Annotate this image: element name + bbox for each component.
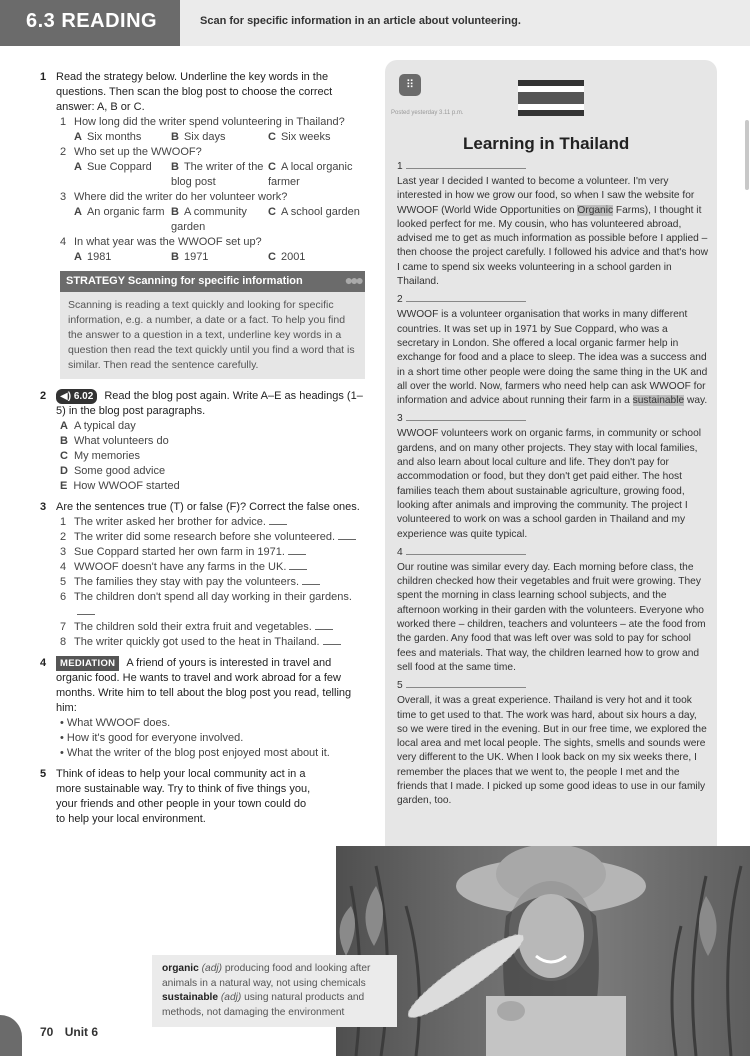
true-false-item: 7 The children sold their extra fruit and vegetables. (60, 620, 365, 635)
blog-paragraph-3: WWOOF volunteers work on organic farms, in community or school gardens, and on many other projects. They stay with local families, and also learn about local culture and life. They don't pay for accommodation or food, but they don't get paid either. The host families teach them about sustainable agriculture, growing food, looking after animals and improving the community. The project I volunteered to work on was a school garden in Thailand and my experience was quite typical. (397, 428, 702, 540)
exercise-number: 4 (40, 657, 47, 669)
true-false-item: 3 Sue Coppard started her own farm in 1971. (60, 545, 365, 560)
audio-track-number: 6.02 (73, 391, 94, 402)
footer-tab (0, 1015, 22, 1056)
answer-option[interactable]: A An organic farm (74, 206, 165, 218)
strategy-title: STRATEGY Scanning for specific information (66, 275, 303, 287)
exercise-instruction: Read the strategy below. Underline the key words in the questions. Then scan the blog post to choose the correct answer: A, B or C. (56, 71, 333, 113)
exercise-number: 3 (40, 501, 47, 513)
highlight-organic: Organic (577, 204, 614, 216)
exercise-number: 1 (40, 71, 47, 83)
heading-option: B What volunteers do (60, 435, 169, 447)
unit-label: Unit 6 (64, 1025, 99, 1039)
exercise-5 (40, 767, 315, 827)
page-footer (40, 1025, 106, 1039)
heading-option: A A typical day (60, 420, 136, 432)
mediation-badge: MEDIATION (56, 656, 119, 671)
page-number: 70 (40, 1025, 54, 1039)
heading-blank-2[interactable]: 2 (397, 293, 709, 307)
bullet-icon: • (60, 747, 67, 759)
answer-options (74, 250, 365, 265)
scrollbar[interactable] (745, 120, 749, 190)
posted-timestamp: Posted yesterday 3.11 p.m. (391, 110, 464, 116)
strategy-text: Scanning is reading a text quickly and looking for specific information, e.g. a number, a date or a fact. To help you find the answer to a question in a text, underline key words in a question then read the text quickly until you find a word that is similar. Then read the sentence carefully. (60, 292, 365, 379)
answer-blank[interactable] (289, 569, 307, 570)
heading-blank-1[interactable]: 1 (397, 160, 709, 174)
page-header (0, 0, 750, 46)
answer-option[interactable]: B Six days (171, 131, 226, 143)
answer-options (74, 205, 365, 235)
highlight-sustainable: sustainable (632, 395, 685, 407)
true-false-item: 8 The writer quickly got used to the heat in Thailand. (60, 635, 365, 650)
answer-option[interactable]: A 1981 (74, 251, 112, 263)
bullet-item: • How it's good for everyone involved. (60, 732, 244, 744)
strategy-heading (60, 271, 365, 292)
answer-options (74, 130, 365, 145)
answer-option[interactable]: B The writer of the blog post (171, 161, 264, 188)
answer-blank[interactable] (315, 629, 333, 630)
exercise-1 (40, 70, 365, 265)
exercise-instruction: Read the blog post again. Write A–E as headings (1–5) in the blog post paragraphs. (56, 390, 363, 417)
answer-blank[interactable] (77, 614, 95, 615)
exercise-instruction: Think of ideas to help your local community act in a more sustainable way. Try to think of five things you, your friends and other people in your town could do to help your local environment. (56, 768, 311, 825)
blog-paragraph-2: WWOOF is a volunteer organisation that works in many different countries. It was set up in 1971 by Sue Coppard, who was a secretary in London. She offered a local organic farmer help in exchange for food and a place to sleep. The idea was a success and in a short time other people were doing the same thing in the UK and all over the world. Now, farmers who need help can ask WWOOF for information and advice about running their farm in a sustainable way. (397, 309, 708, 407)
answer-option[interactable]: C A school garden (268, 206, 360, 218)
answer-blank[interactable] (302, 584, 320, 585)
answer-option[interactable]: B 1971 (171, 251, 209, 263)
answer-blank[interactable] (269, 524, 287, 525)
blog-paragraph-5: Overall, it was a great experience. Thailand is very hot and it took time to get used to that. The work was hard, about six hours a day, so we were tired in the evening. But in our free time, we explored the local area and met local people. The sights, smells and sounds were very different to the UK. When I look back on my six weeks there, I remember the places that we went to, the people I met and the friends that I made. I picked up some good ideas to use in our family garden, too. (397, 695, 707, 807)
question-item: 2 Who set up the WWOOF? (60, 146, 202, 158)
answer-option[interactable]: C 2001 (268, 251, 306, 263)
answer-options (74, 160, 365, 190)
bullet-icon: • (60, 717, 67, 729)
answer-option[interactable]: C A local organic farmer (268, 161, 353, 188)
grid-menu-icon[interactable]: ⠿ (399, 74, 421, 96)
bullet-icon: • (60, 732, 67, 744)
audio-track-button[interactable]: ◀) 6.02 (56, 389, 97, 404)
heading-option: C My memories (60, 450, 140, 462)
answer-option[interactable]: C Six weeks (268, 131, 331, 143)
section-title: 6.3 READING (26, 10, 158, 32)
woman-with-corn-photo (336, 846, 750, 1056)
exercise-number: 5 (40, 768, 47, 780)
bullet-item: • What the writer of the blog post enjoyed most about it. (60, 747, 330, 759)
glossary-box (152, 955, 397, 1027)
exercise-3 (40, 500, 365, 650)
question-item: 3 Where did the writer do her volunteer work? (60, 191, 288, 203)
blog-body (397, 160, 709, 813)
heading-blank-3[interactable]: 3 (397, 412, 709, 426)
true-false-item: 6 The children don't spend all day working in their gardens. (60, 590, 365, 620)
section-subtitle: Scan for specific information in an article about volunteering. (200, 15, 521, 27)
glossary-entry-sustainable: sustainable (adj) using natural products and methods, not damaging the environment (162, 992, 365, 1018)
true-false-item: 2 The writer did some research before she volunteered. (60, 530, 365, 545)
blog-paragraph-4: Our routine was similar every day. Each morning before class, the children checked how their vegetables and fruit were growing. They spent the morning in class learning school subjects, and the afternoon working in their garden with the volunteers. Everyone who worked there – children, teachers and volunteers – ate the food from the garden. Any food that was left over was sold to pay for school fees and materials. That way, the children learned how to grow and sell food at the same time. (397, 561, 706, 673)
decorative-dots-icon: ●●● (344, 272, 361, 288)
photo-illustration (336, 846, 750, 1056)
section-tab (0, 0, 180, 46)
exercise-number: 2 (40, 390, 47, 402)
exercise-2 (40, 389, 365, 494)
answer-blank[interactable] (288, 554, 306, 555)
blog-post-card (385, 60, 717, 850)
answer-blank[interactable] (323, 644, 341, 645)
blog-title: Learning in Thailand (463, 134, 630, 153)
heading-option: D Some good advice (60, 465, 166, 477)
true-false-item: 1 The writer asked her brother for advice. (60, 515, 365, 530)
heading-option: E How WWOOF started (60, 480, 180, 492)
question-item: 4 In what year was the WWOOF set up? (60, 236, 262, 248)
exercise-instruction: A friend of yours is interested in travel and organic food. He wants to travel and work abroad for a few months. Write him to tell about the blog post you read, telling him: (56, 657, 352, 714)
heading-blank-5[interactable]: 5 (397, 679, 709, 693)
strategy-box (60, 271, 365, 379)
exercises-column (40, 70, 365, 833)
question-item: 1 How long did the writer spend volunteering in Thailand? (60, 116, 345, 128)
blog-paragraph-1: Last year I decided I wanted to become a volunteer. I'm very interested in how we grow our food, so when I saw the website for WWOOF (World Wide Opportunities on Organic Farms), I thought it looked perfect for me. My cousin, who has volunteered abroad, advised me to get as much information as possible before I applied – then choose the project carefully. I followed his advice and that's how I came to spend six weeks volunteering in a school garden in Thailand. (397, 176, 708, 288)
exercise-4 (40, 656, 365, 761)
true-false-item: 5 The families they stay with pay the volunteers. (60, 575, 365, 590)
answer-blank[interactable] (338, 539, 356, 540)
glossary-entry-organic: organic (adj) producing food and looking after animals in a natural way, not using chemicals (162, 963, 371, 989)
bullet-item: • What WWOOF does. (60, 717, 171, 729)
answer-option[interactable]: B A community garden (171, 206, 247, 233)
true-false-item: 4 WWOOF doesn't have any farms in the UK. (60, 560, 365, 575)
thailand-flag-icon (518, 80, 584, 116)
answer-option[interactable]: A Sue Coppard (74, 161, 152, 173)
exercise-instruction: Are the sentences true (T) or false (F)? Correct the false ones. (56, 501, 360, 513)
answer-option[interactable]: A Six months (74, 131, 142, 143)
heading-blank-4[interactable]: 4 (397, 546, 709, 560)
